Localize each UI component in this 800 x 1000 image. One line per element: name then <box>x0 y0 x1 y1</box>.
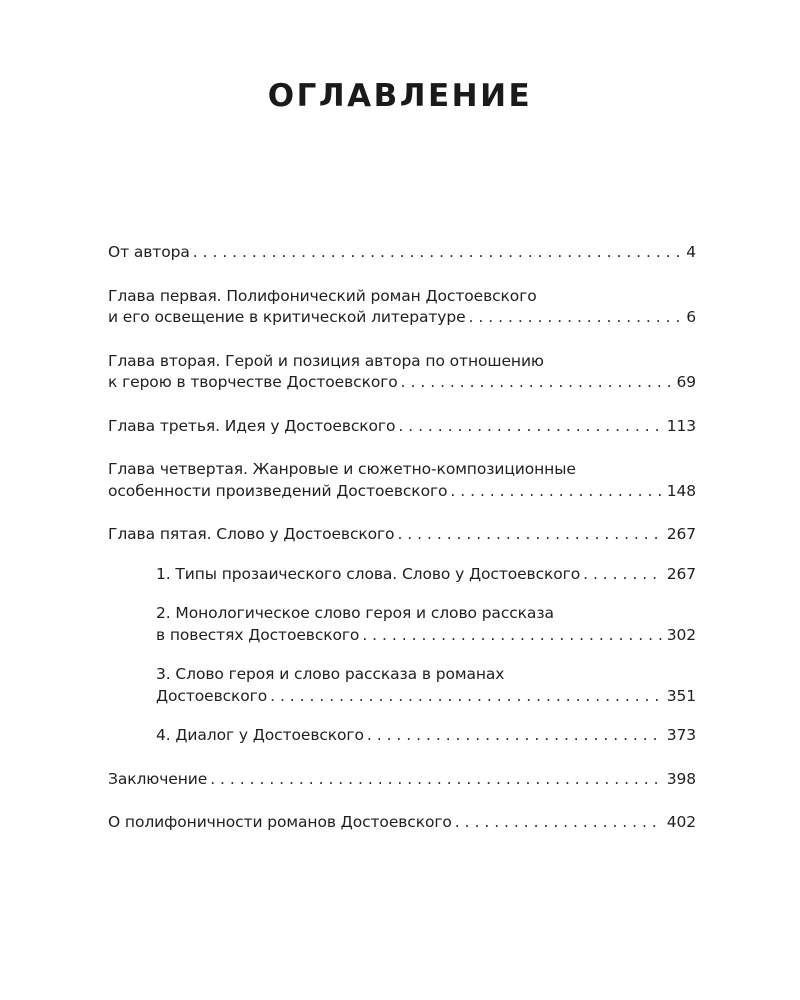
toc-page-number: 267 <box>666 564 696 583</box>
dot-leader <box>455 812 663 834</box>
toc-entry-title: Глава пятая. Слово у Достоевского <box>108 525 395 543</box>
toc-entry-polyphony[interactable] <box>108 812 696 834</box>
toc-entry-title: в повестях Достоевского <box>156 625 360 644</box>
toc-entry-chapter-4[interactable] <box>108 459 696 502</box>
toc-page-number: 113 <box>666 416 696 435</box>
dot-leader <box>469 307 683 329</box>
dot-leader <box>367 725 663 747</box>
toc-entry-title-line: 2. Монологическое слово героя и слово рассказа <box>156 604 554 622</box>
toc-page-number: 148 <box>666 481 696 500</box>
dot-leader <box>401 372 673 394</box>
toc-entry-chapter-1[interactable] <box>108 286 696 329</box>
toc-entry-title-line: Глава четвертая. Жанровые и сюжетно-композиционные <box>108 460 576 478</box>
toc-entry-title-line: 3. Слово героя и слово рассказа в романах <box>156 665 505 683</box>
toc-page-number: 302 <box>666 625 696 644</box>
toc-entry-title: и его освещение в критической литературе <box>108 308 466 326</box>
toc-subentry-4[interactable] <box>156 725 696 747</box>
toc-entry-chapter-5[interactable] <box>108 524 696 546</box>
toc-page-number: 267 <box>666 525 696 543</box>
dot-leader <box>193 242 682 264</box>
toc-entry-title: Заключение <box>108 769 208 788</box>
dot-leader <box>398 416 662 438</box>
toc-entry-chapter-3[interactable] <box>108 416 696 438</box>
toc-page-number: 373 <box>666 726 696 744</box>
dot-leader <box>210 769 663 791</box>
toc-entry-preface[interactable] <box>108 242 696 264</box>
toc-entry-title: 1. Типы прозаического слова. Слово у Достоевского <box>156 564 581 583</box>
toc-entry-title: От автора <box>108 243 190 261</box>
toc-entry-title-line: Глава вторая. Герой и позиция автора по отношению <box>108 351 544 370</box>
toc-page-number: 69 <box>676 373 696 391</box>
dot-leader <box>362 625 662 647</box>
table-of-contents <box>108 242 696 856</box>
toc-subentry-1[interactable] <box>156 564 696 586</box>
toc-entry-title: 4. Диалог у Достоевского <box>156 726 364 744</box>
dot-leader <box>397 524 662 546</box>
toc-page-number: 351 <box>666 686 696 705</box>
dot-leader <box>583 564 663 586</box>
toc-entry-title: О полифоничности романов Достоевского <box>108 813 452 831</box>
toc-entry-title: особенности произведений Достоевского <box>108 481 448 500</box>
toc-page-number: 398 <box>666 769 696 788</box>
page-title: ОГЛАВЛЕНИЕ <box>267 78 533 114</box>
toc-entry-conclusion[interactable] <box>108 769 696 791</box>
toc-entry-title: Достоевского <box>156 686 268 705</box>
dot-leader <box>450 481 662 503</box>
toc-subentry-2[interactable] <box>156 603 696 646</box>
toc-page-number: 402 <box>666 813 696 831</box>
toc-entry-title-line: Глава первая. Полифонический роман Достоевского <box>108 286 537 305</box>
toc-entry-chapter-2[interactable] <box>108 351 696 394</box>
toc-entry-title: к герою в творчестве Достоевского <box>108 373 398 391</box>
dot-leader <box>270 686 663 708</box>
toc-page-number: 6 <box>686 308 696 326</box>
toc-subentry-3[interactable] <box>156 664 696 707</box>
toc-page-number: 4 <box>686 243 696 261</box>
toc-entry-title: Глава третья. Идея у Достоевского <box>108 416 396 435</box>
